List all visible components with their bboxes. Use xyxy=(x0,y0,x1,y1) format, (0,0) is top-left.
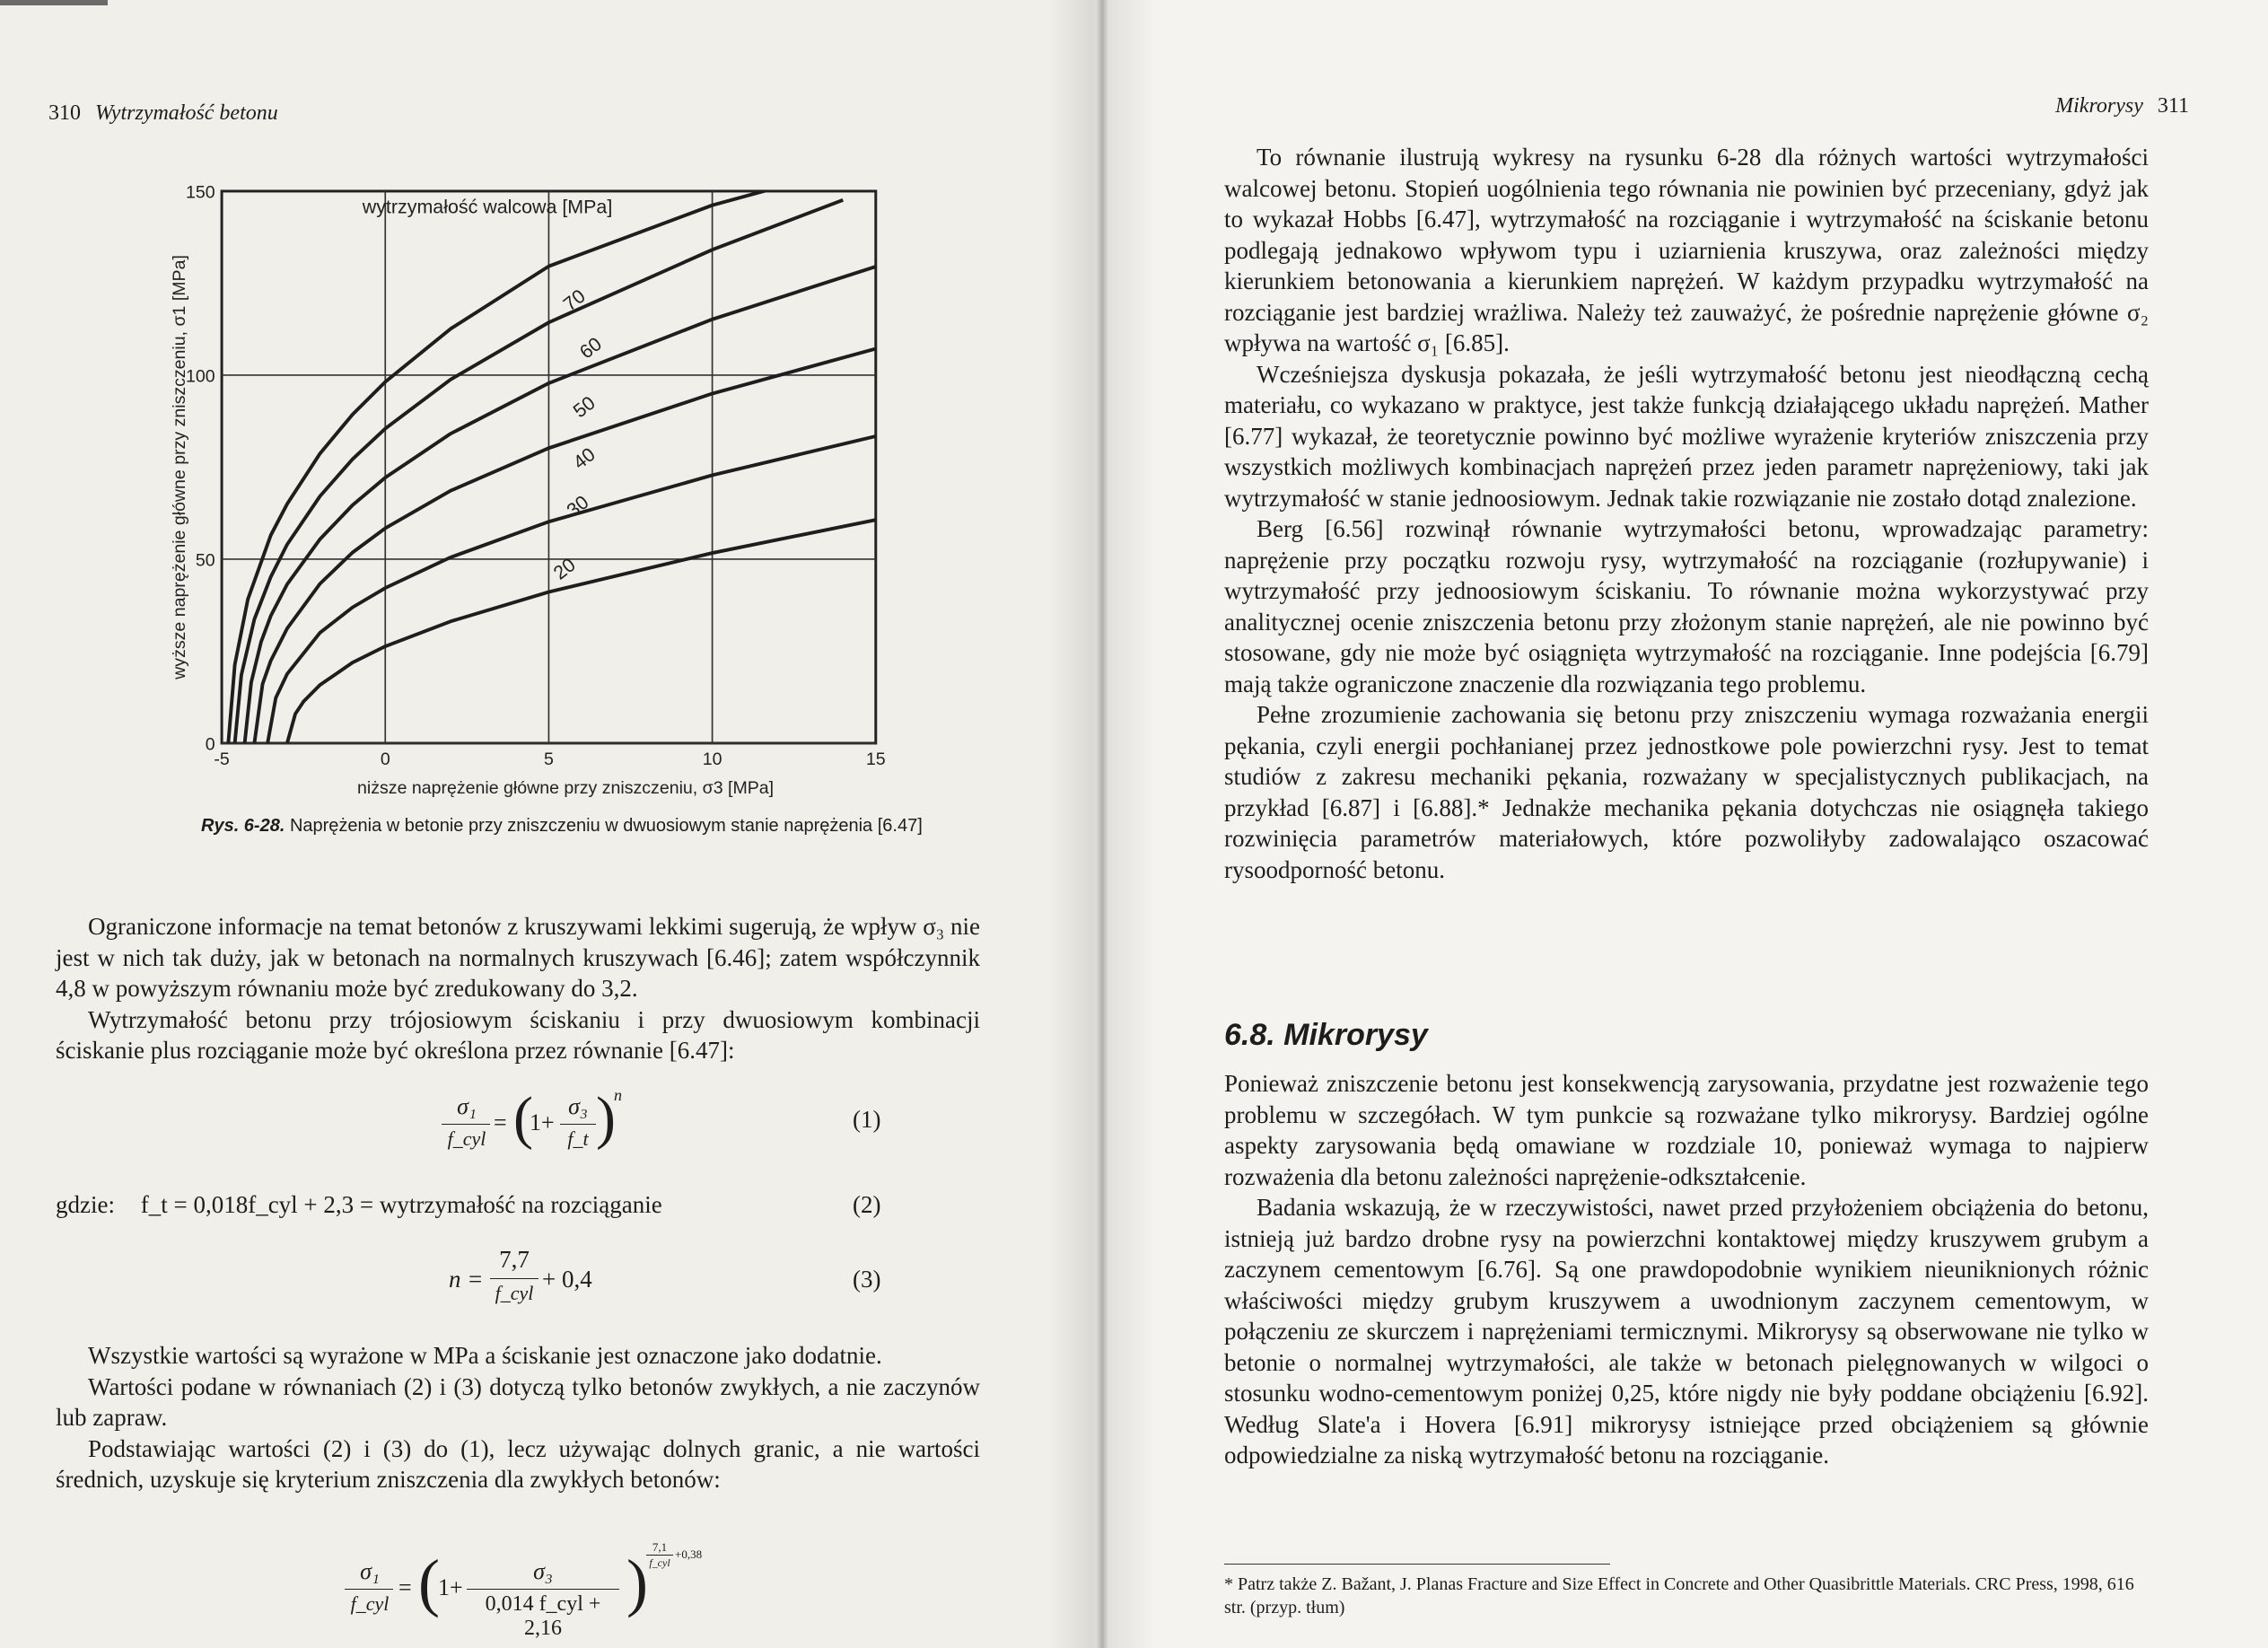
eq2-label: (2) xyxy=(853,1191,881,1218)
eq2-prefix: gdzie: xyxy=(56,1191,115,1218)
eq4-lhs-denominator: f_cyl xyxy=(350,1592,390,1615)
eq4-lhs-numerator: σ₁ xyxy=(360,1558,380,1584)
eq1-lhs-bar xyxy=(442,1124,490,1125)
paragraph-berg: Berg [6.56] rozwinął równanie wytrzymałości betonu, wprowadzając parametry: naprężenie przy początku rozwoju rysy, wytrzymałość na rozciąganie (rozłupywanie) i wytrzymałość przy jednoosiowym ściskaniu. To równanie można wykorzystywać przy analitycznej ocenie zniszczenia betonu przy złożonym stanie naprężeń, ale nie powinno być stosowane, gdy nie może być osiągnięta wytrzymałość na rozciąganie. Inne podejścia [6.79] mają także ograniczone znaczenie dla rozwiązania tego problemu. xyxy=(1224,515,2149,697)
right-text-block-1 xyxy=(1224,142,2149,885)
right-page-header xyxy=(2055,94,2189,118)
eq3-numerator: 7,7 xyxy=(499,1246,530,1273)
series-label-40: 40 xyxy=(569,443,600,474)
footnote-rule xyxy=(1224,1564,1610,1565)
eq3-rest: + 0,4 xyxy=(542,1266,592,1293)
eq1-one-plus: 1+ xyxy=(530,1109,555,1135)
x-axis-label: niższe naprężenie główne przy zniszczeniu, σ3 [MPa] xyxy=(357,777,775,798)
figure-caption-label: Rys. 6-28. xyxy=(201,816,285,836)
eq4-exp-rest: +0,38 xyxy=(675,1547,703,1561)
failure-stress-chart xyxy=(162,151,898,798)
left-text-block-2 xyxy=(56,1340,980,1495)
x-tick-label: 0 xyxy=(380,749,390,770)
series-label-20: 20 xyxy=(549,554,580,584)
eq2-text: f_t = 0,018f_cyl + 2,3 = wytrzymałość na rozciąganie xyxy=(140,1191,662,1218)
eq4-rhs-denominator: 0,014 f_cyl + 2,16 xyxy=(485,1592,601,1640)
series-line-30 xyxy=(267,436,876,743)
eq3-lhs: n = xyxy=(449,1266,484,1293)
book-gutter-shadow xyxy=(1048,0,1156,1648)
eq1-exponent: n xyxy=(614,1086,622,1104)
figure-caption xyxy=(201,816,923,837)
eq1-paren-close: ) xyxy=(596,1085,616,1151)
x-tick-label: 15 xyxy=(865,749,886,770)
equation-2 xyxy=(56,1191,662,1219)
eq4-exp-denominator: f_cyl xyxy=(649,1556,670,1569)
paragraph-light-aggregate: Ograniczone informacje na temat betonów z kruszywami lekkimi sugerują, że wpływ σ₃ nie jest w nich tak duży, jak w betonach na normalnych kruszywach [6.46]; zatem współczynnik 4,8 w powyższym równaniu może być zredukowany do 3,2. xyxy=(56,913,980,1002)
paragraph-research: Badania wskazują, że w rzeczywistości, nawet przed przyłożeniem obciążenia do betonu, istnieją już bardzo drobne rysy na powierzchni kontaktowej między kruszywem grubym a zaczynem cementowym [6.76]. Są one prawdopodobnie wynikiem nieuniknionych różnic właściwości między grubym kruszywem a uwodnionym zaczynem cementowym, w połączeniu ze skurczem i naprężeniami termicznymi. Mikrorysy są obserwowane nie tylko w betonie o normalnej wytrzymałości, ale także w betonach pielęgnowanych w wilgoci o stosunku wodno-cementowym poniżej 0,25, które nigdy nie były poddane obciążeniu [6.92]. Według Slate'a i Hovera [6.91] mikrorysy istniejące przed obciążeniem są głównie odpowiedzialne za niską wytrzymałość betonu na rozciąganie. xyxy=(1224,1194,2149,1468)
series-line-60 xyxy=(235,200,844,743)
x-tick-label: 5 xyxy=(543,749,554,770)
y-tick-label: 50 xyxy=(195,550,215,571)
paragraph-triaxial: Wytrzymałość betonu przy trójosiowym ściskaniu i przy dwuosiowym kombinacji ściskanie plus rozciąganie może być określona przez równanie [6.47]: xyxy=(56,1005,980,1064)
eq4-equals: = xyxy=(398,1574,412,1600)
series-line-20 xyxy=(287,520,876,743)
y-tick-label: 150 xyxy=(186,182,215,203)
eq4-rhs-numerator: σ₃ xyxy=(533,1558,553,1584)
paragraph-figure-discussion: To równanie ilustrują wykresy na rysunku 6-28 dla różnych wartości wytrzymałości walcowej betonu. Stopień uogólnienia tego równania nie powinien być przeceniany, gdyż jak to wykazał Hobbs [6.47], wytrzymałość na rozciąganie i wytrzymałość na ściskanie betonu podlegają jednakowo wpływom typu i uziarnienia kruszywa, oraz zależności między kierunkiem betonowania a kierunkiem naprężeń. W każdym przypadku wytrzymałość na rozciąganie jest bardziej wrażliwa. Należy też zauważyć, że pośrednie naprężenie główne σ₂ wpływa na wartość σ₁ [6.85]. xyxy=(1224,144,2149,356)
eq3-denominator: f_cyl xyxy=(495,1282,534,1304)
y-tick-label: 100 xyxy=(186,366,215,387)
paragraph-microcrack-intro: Ponieważ zniszczenie betonu jest konsekwencją zarysowania, przydatne jest rozważenie tego problemu w szczegółach. W tym punkcie są rozważane tylko mikrorysy. Bardziej ogólne aspekty zarysowania będą omawiane w rozdziale 10, ponieważ wymaga to najpierw rozważenia dla betonu zależności naprężenie-odkształcenie. xyxy=(1224,1070,2149,1190)
paragraph-normal-concrete: Wartości podane w równaniach (2) i (3) dotyczą tylko betonów zwykłych, a nie zaczynów lub zapraw. xyxy=(56,1372,980,1431)
x-tick-label: -5 xyxy=(214,749,230,770)
eq4-rhs-bar xyxy=(467,1589,619,1590)
eq4-paren-open: ( xyxy=(418,1547,440,1618)
series-label-50: 50 xyxy=(569,391,600,423)
eq1-rhs-bar xyxy=(560,1124,596,1125)
eq4-lhs-bar xyxy=(345,1589,393,1590)
left-page-header xyxy=(48,101,278,126)
left-page xyxy=(0,0,1093,1648)
paragraph-units: Wszystkie wartości są wyrażone w MPa a ściskanie jest oznaczone jako dodatnie. xyxy=(88,1342,882,1369)
paragraph-earlier-discussion: Wcześniejsza dyskusja pokazała, że jeśli wytrzymałość betonu jest nieodłączną cechą materiału, co wykazano w praktyce, jest także funkcją działającego układu naprężeń. Mather [6.77] wykazał, że teoretycznie powinno być możliwe wyrażenie kryteriów zniszczenia przy wszystkich możliwych kombinacjach naprężeń przez jeden parametr naprężeniowy, taki jak wytrzymałość w stanie jednoosiowym. Jednak takie rozwiązanie nie zostało dotąd znalezione. xyxy=(1224,360,2149,512)
left-text-block-1 xyxy=(56,911,980,1066)
chart-title: wytrzymałość walcowa [MPa] xyxy=(362,196,613,218)
section-heading-mikrorysy: 6.8. Mikrorysy xyxy=(1224,1018,1428,1052)
series-label-30: 30 xyxy=(562,491,593,522)
y-tick-label: 0 xyxy=(205,734,215,755)
eq1-label: (1) xyxy=(853,1106,881,1133)
eq3-bar xyxy=(490,1278,539,1279)
eq4-paren-close: ) xyxy=(626,1547,648,1618)
eq1-rhs-numerator: σ₃ xyxy=(568,1093,588,1119)
equation-4 xyxy=(341,1540,727,1639)
series-label-70: 70 xyxy=(559,285,590,316)
eq3-label: (3) xyxy=(853,1266,881,1293)
x-tick-label: 10 xyxy=(702,749,722,770)
equation-1 xyxy=(438,1085,622,1170)
eq1-lhs-denominator: f_cyl xyxy=(447,1127,486,1150)
series-label-60: 60 xyxy=(575,333,606,364)
paragraph-substitution: Podstawiając wartości (2) i (3) do (1), lecz używając dolnych granic, a nie wartości średnich, uzyskuje się kryterium zniszczenia dla zwykłych betonów: xyxy=(56,1434,980,1493)
right-text-block-2 xyxy=(1224,1068,2149,1471)
eq4-exp-bar xyxy=(646,1555,673,1556)
footnote: * Patrz także Z. Bažant, J. Planas Fracture and Size Effect in Concrete and Other Quasibrittle Materials. CRC Press, 1998, 616 str. (przyp. tłum) xyxy=(1224,1574,2134,1617)
eq1-equals: = xyxy=(494,1109,507,1135)
left-running-title: Wytrzymałość betonu xyxy=(95,101,278,125)
eq4-exp-numerator: 7,1 xyxy=(652,1540,668,1554)
series-line-40 xyxy=(254,349,875,743)
scan-edge-line xyxy=(0,0,108,5)
eq1-paren-open: ( xyxy=(513,1085,533,1151)
right-page xyxy=(1093,0,2268,1648)
figure-caption-text: Naprężenia w betonie przy zniszczeniu w dwuosiowym stanie naprężenia [6.47] xyxy=(289,816,923,836)
right-running-title: Mikrorysy xyxy=(2055,94,2143,118)
eq1-rhs-denominator: f_t xyxy=(567,1127,589,1150)
right-page-number: 311 xyxy=(2157,94,2189,118)
paragraph-fracture-energy: Pełne zrozumienie zachowania się betonu przy zniszczeniu wymaga rozważania energii pękania, czyli energii pochłanianej przez jednostkowe pole powierzchni rysy. Jest to temat studiów z zakresu mechaniki pękania, rozważany w specjalistycznych publikacjach, na przykład [6.87] i [6.88].* Jednakże mechanika pękania dotychczas nie osiągnęła takiego rozwinięcia parametrów materiałowych, które pozwoliłyby zadowalająco oszacować rysoodporność betonu. xyxy=(1224,701,2149,883)
eq4-one-plus: 1+ xyxy=(438,1574,463,1600)
equation-3 xyxy=(449,1246,610,1318)
eq1-lhs-numerator: σ₁ xyxy=(457,1093,477,1119)
y-axis-label: wyższe naprężenie główne przy zniszczeniu, σ1 [MPa] xyxy=(170,255,190,679)
left-page-number: 310 xyxy=(48,101,81,125)
